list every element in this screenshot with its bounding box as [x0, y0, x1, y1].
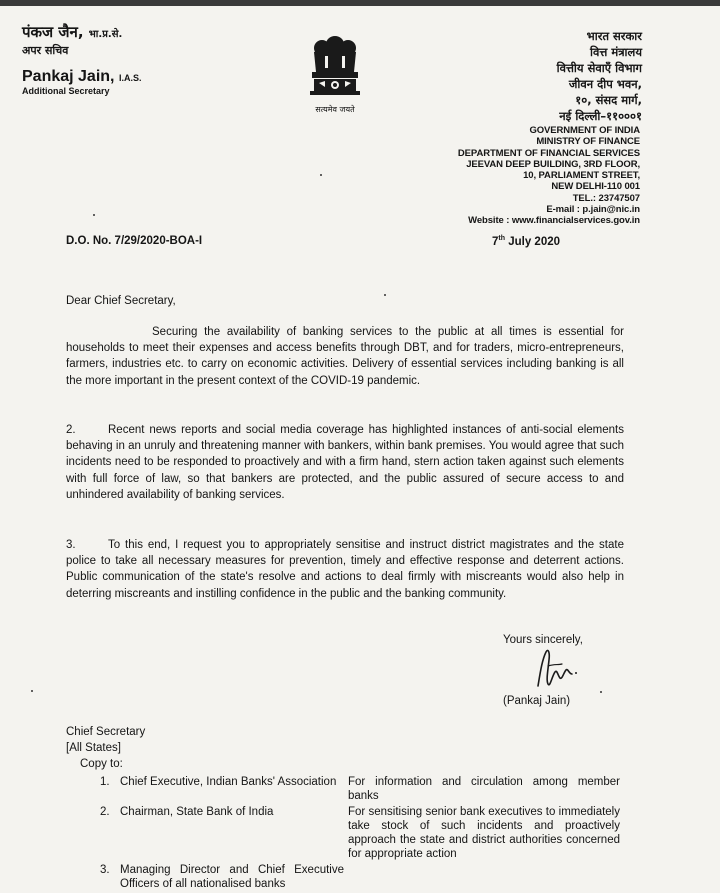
- sender-hindi-suffix: भा.प्र.से.: [88, 29, 123, 40]
- address-english-line: GOVERNMENT OF INDIA: [529, 125, 640, 136]
- salutation: Dear Chief Secretary,: [66, 295, 176, 307]
- address-hindi-line: वित्त मंत्रालय: [590, 45, 642, 59]
- scan-speck: [384, 294, 386, 296]
- address-english-line: MINISTRY OF FINANCE: [536, 136, 640, 148]
- address-english-line: E-mail : p.jain@nic.in: [546, 204, 640, 216]
- address-english-line: 10, PARLIAMENT STREET,: [523, 170, 640, 182]
- copy-to-label: Copy to:: [80, 758, 123, 770]
- address-english-line: Website : www.financialservices.gov.in: [468, 215, 640, 227]
- scan-speck: [93, 214, 95, 216]
- letter-page: [0, 6, 720, 890]
- paragraph-2: 2. Recent news reports and social media coverage has highlighted instances of anti-social elements behaving in an unruly and threatening manner with bankers, within bank premises. You would agree that such incidents need to be responded to proactively and with a firm hand, stern action taken against such elements with full force of law, so that bankers are protected, and the public assured of secure access to and unhindered availability of banking services.: [66, 424, 624, 501]
- copy-item-purpose: For information and circulation among member banks: [348, 776, 620, 802]
- copy-to-item: [100, 863, 620, 891]
- date-suffix: th: [498, 235, 506, 242]
- copy-item-purpose: [348, 863, 620, 891]
- address-english-line: DEPARTMENT OF FINANCIAL SERVICES: [457, 147, 640, 159]
- address-hindi-line: भारत सरकार: [586, 29, 642, 43]
- sender-english-name: Pankaj Jain, I.A.S.: [22, 68, 142, 85]
- copy-to-item: [100, 775, 620, 803]
- address-hindi-line: १०, संसद मार्ग,: [575, 93, 642, 107]
- sender-english-suffix: I.A.S.: [118, 73, 142, 83]
- address-english-line: TEL.: 23747507: [572, 192, 640, 204]
- recipient-scope: [All States]: [66, 741, 121, 754]
- copy-to-list: [100, 775, 620, 893]
- national-emblem-icon: [300, 32, 370, 102]
- address-hindi: [557, 28, 642, 124]
- copy-item-number: 3.: [100, 864, 110, 876]
- sender-block: [22, 22, 141, 96]
- sender-english-designation: Additional Secretary: [22, 86, 110, 96]
- copy-item-recipient: Managing Director and Chief Executive Officers of all nationalised banks: [120, 864, 344, 890]
- handwritten-signature: [528, 646, 588, 696]
- recipient-title: Chief Secretary: [66, 726, 146, 738]
- paragraph-number: 3.: [66, 539, 76, 551]
- scan-speck: [31, 690, 33, 692]
- copy-item-recipient: Chairman, State Bank of India: [120, 806, 274, 818]
- paragraph-1: Securing the availability of banking services to the public at all times is essential for households to meet their expenses and access benefits through DBT, and for traders, micro-entrepreneurs, farmers, industries etc. to carry on economic activities. Delivery of essential services including banking is all the more important in the present context of the COVID-19 pandemic.: [66, 326, 624, 387]
- copy-item-recipient: Chief Executive, Indian Banks' Association: [120, 776, 337, 788]
- address-hindi-line: वित्तीय सेवाएँ विभाग: [556, 61, 642, 75]
- address-hindi-line: जीवन दीप भवन,: [568, 77, 642, 91]
- letter-date: 7th July 2020: [492, 235, 560, 248]
- sender-hindi-designation: अपर सचिव: [22, 44, 69, 57]
- copy-item-number: 2.: [100, 806, 110, 818]
- emblem-motto: सत्यमेव जयते: [315, 105, 355, 114]
- address-english-line: JEEVAN DEEP BUILDING, 3RD FLOOR,: [466, 158, 640, 170]
- paragraph-number: 2.: [66, 424, 76, 436]
- sender-hindi-name: पंकज जैन, भा.प्र.से.: [22, 23, 123, 41]
- scan-speck: [320, 174, 322, 176]
- copy-item-number: 1.: [100, 776, 110, 788]
- address-english-line: NEW DELHI-110 001: [551, 181, 640, 193]
- signer-name: (Pankaj Jain): [503, 695, 571, 707]
- address-english: [458, 125, 640, 227]
- reference-number: D.O. No. 7/29/2020-BOA-I: [66, 235, 203, 247]
- copy-item-purpose: For sensitising senior bank executives to immediately take stock of such incidents and proactively approach the state and district authorities concerned for appropriate action: [348, 806, 620, 860]
- scan-speck: [600, 691, 602, 693]
- copy-to-item: [100, 805, 620, 861]
- recipient-block: [66, 725, 145, 756]
- paragraph-3: 3. To this end, I request you to appropriately sensitise and instruct district magistrates and the state police to take all necessary measures for prevention, timely and effective response and deterrent actions. Public communication of the state's resolve and actions to deal firmly with miscreants would also help in deterring miscreants and instilling confidence in the public and the banking community.: [66, 539, 624, 600]
- closing: Yours sincerely,: [503, 634, 583, 646]
- address-hindi-line: नई दिल्ली–११०००१: [559, 109, 642, 123]
- national-emblem: [300, 32, 370, 116]
